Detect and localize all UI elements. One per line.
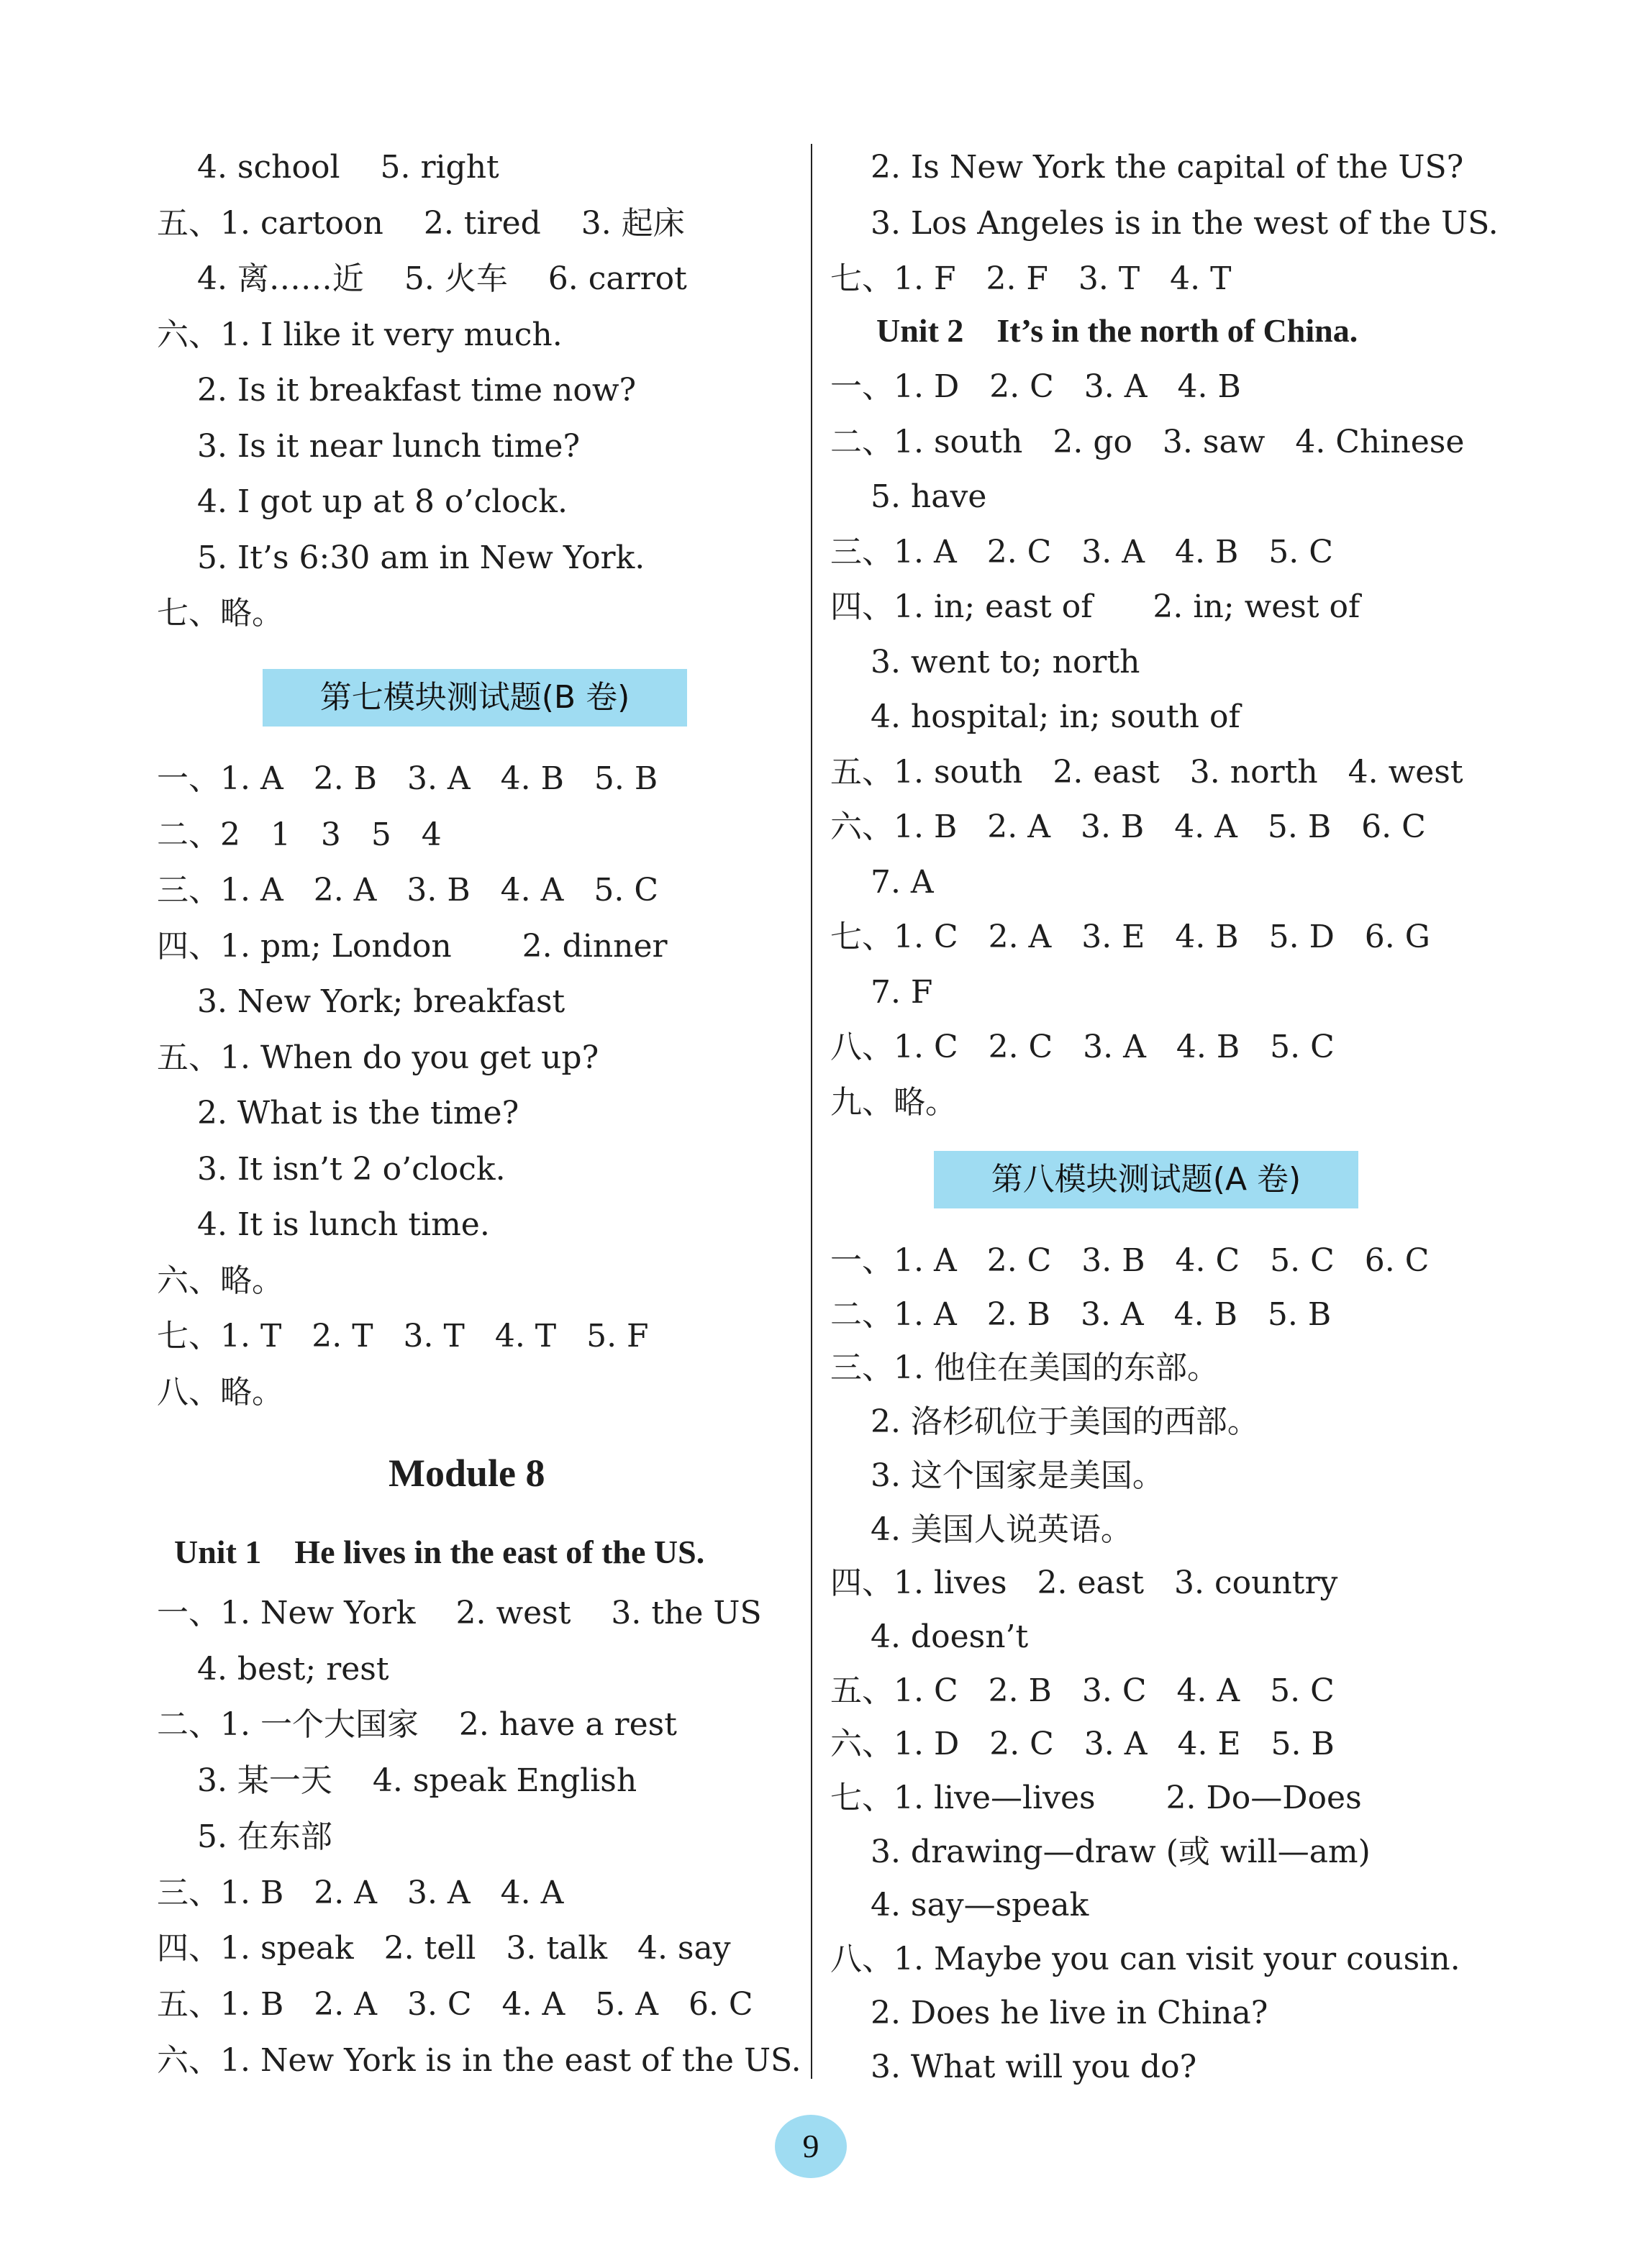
unit-title: Unit 2 It’s in the north of China.: [876, 312, 1358, 349]
answer-line: 3. 这个国家是美国。: [830, 1457, 1164, 1494]
answer-line: 3. went to; north: [830, 643, 1140, 680]
answer-line: 三、1. B 2. A 3. A 4. A: [157, 1874, 564, 1911]
answer-line: 五、1. When do you get up?: [157, 1039, 599, 1076]
answer-line: 六、1. New York is in the east of the US.: [157, 2041, 801, 2079]
answer-line: 3. 某一天 4. speak English: [157, 1762, 637, 1800]
answer-line: 七、1. C 2. A 3. E 4. B 5. D 6. G: [830, 919, 1430, 955]
answer-line: 2. 洛杉矶位于美国的西部。: [830, 1403, 1259, 1441]
answer-line: 五、1. C 2. B 3. C 4. A 5. C: [830, 1672, 1335, 1709]
answer-line: 七、1. live—lives 2. Do—Does: [830, 1780, 1362, 1816]
answer-line: 5. have: [830, 478, 987, 515]
answer-line: 4. best; rest: [157, 1650, 389, 1688]
unit-title: Unit 1 He lives in the east of the US.: [174, 1534, 705, 1570]
answer-line: 六、略。: [157, 1262, 283, 1299]
answer-line: 五、1. B 2. A 3. C 4. A 5. A 6. C: [157, 1985, 753, 2023]
answer-line: 4. doesn’t: [830, 1618, 1029, 1655]
section-banner: 第七模块测试题(B 卷): [263, 669, 687, 727]
section-banner: 第八模块测试题(A 卷): [934, 1151, 1358, 1208]
answer-line: 2. Is it breakfast time now?: [157, 372, 637, 409]
answer-line: 八、1. C 2. C 3. A 4. B 5. C: [830, 1029, 1335, 1065]
answer-line: 四、1. speak 2. tell 3. talk 4. say: [157, 1930, 731, 1967]
answer-line: 3. It isn’t 2 o’clock.: [157, 1150, 506, 1188]
answer-line: 3. What will you do?: [830, 2048, 1197, 2085]
answer-line: 四、1. lives 2. east 3. country: [830, 1565, 1338, 1602]
answer-line: 七、1. F 2. F 3. T 4. T: [830, 260, 1232, 297]
answer-line: 2. What is the time?: [157, 1095, 519, 1131]
answer-line: 三、1. A 2. A 3. B 4. A 5. C: [157, 872, 658, 908]
answer-line: 4. school 5. right: [157, 149, 499, 186]
answer-line: 4. hospital; in; south of: [830, 698, 1240, 735]
answer-line: 二、1. A 2. B 3. A 4. B 5. B: [830, 1295, 1332, 1333]
answer-line: 六、1. I like it very much.: [157, 316, 563, 353]
answer-line: 4. I got up at 8 o’clock.: [157, 483, 568, 520]
answer-line: 七、略。: [157, 595, 283, 632]
column-divider: [811, 144, 812, 2079]
answer-line: 7. F: [830, 973, 933, 1011]
answer-line: 3. Los Angeles is in the west of the US.: [830, 204, 1499, 242]
answer-line: 五、1. cartoon 2. tired 3. 起床: [157, 204, 685, 242]
answer-line: 四、1. in; east of 2. in; west of: [830, 588, 1360, 625]
answer-line: 3. Is it near lunch time?: [157, 427, 581, 465]
answer-line: 2. Is New York the capital of the US?: [830, 149, 1464, 186]
page-number: 9: [775, 2115, 847, 2178]
answer-line: 一、1. A 2. C 3. B 4. C 5. C 6. C: [830, 1242, 1430, 1279]
answer-line: 4. It is lunch time.: [157, 1206, 490, 1243]
module-title: Module 8: [389, 1452, 545, 1495]
answer-line: 一、1. D 2. C 3. A 4. B: [830, 368, 1241, 405]
answer-line: 三、1. A 2. C 3. A 4. B 5. C: [830, 533, 1333, 570]
answer-line: 4. 离……近 5. 火车 6. carrot: [157, 260, 687, 297]
answer-line: 2. Does he live in China?: [830, 1994, 1268, 2031]
answer-line: 3. drawing—draw (或 will—am): [830, 1833, 1371, 1870]
answer-line: 六、1. B 2. A 3. B 4. A 5. B 6. C: [830, 809, 1426, 845]
answer-line: 八、略。: [157, 1373, 283, 1411]
answer-line: 一、1. New York 2. west 3. the US: [157, 1595, 762, 1631]
answer-line: 5. It’s 6:30 am in New York.: [157, 539, 645, 576]
answer-line: 二、1. south 2. go 3. saw 4. Chinese: [830, 423, 1465, 460]
answer-line: 二、1. 一个大国家 2. have a rest: [157, 1706, 677, 1744]
answer-line: 4. 美国人说英语。: [830, 1511, 1132, 1548]
answer-line: 7. A: [830, 863, 934, 901]
answer-line: 4. say—speak: [830, 1887, 1089, 1924]
answer-line: 3. New York; breakfast: [157, 983, 565, 1020]
answer-line: 5. 在东部: [157, 1818, 332, 1855]
answer-line: 五、1. south 2. east 3. north 4. west: [830, 753, 1463, 791]
answer-line: 七、1. T 2. T 3. T 4. T 5. F: [157, 1318, 649, 1354]
answer-line: 八、1. Maybe you can visit your cousin.: [830, 1941, 1460, 1978]
answer-line: 一、1. A 2. B 3. A 4. B 5. B: [157, 760, 658, 797]
answer-line: 六、1. D 2. C 3. A 4. E 5. B: [830, 1726, 1335, 1763]
answer-line: 二、2 1 3 5 4: [157, 816, 442, 853]
answer-line: 三、1. 他住在美国的东部。: [830, 1349, 1219, 1387]
answer-line: 九、略。: [830, 1083, 957, 1121]
answer-line: 四、1. pm; London 2. dinner: [157, 927, 668, 965]
